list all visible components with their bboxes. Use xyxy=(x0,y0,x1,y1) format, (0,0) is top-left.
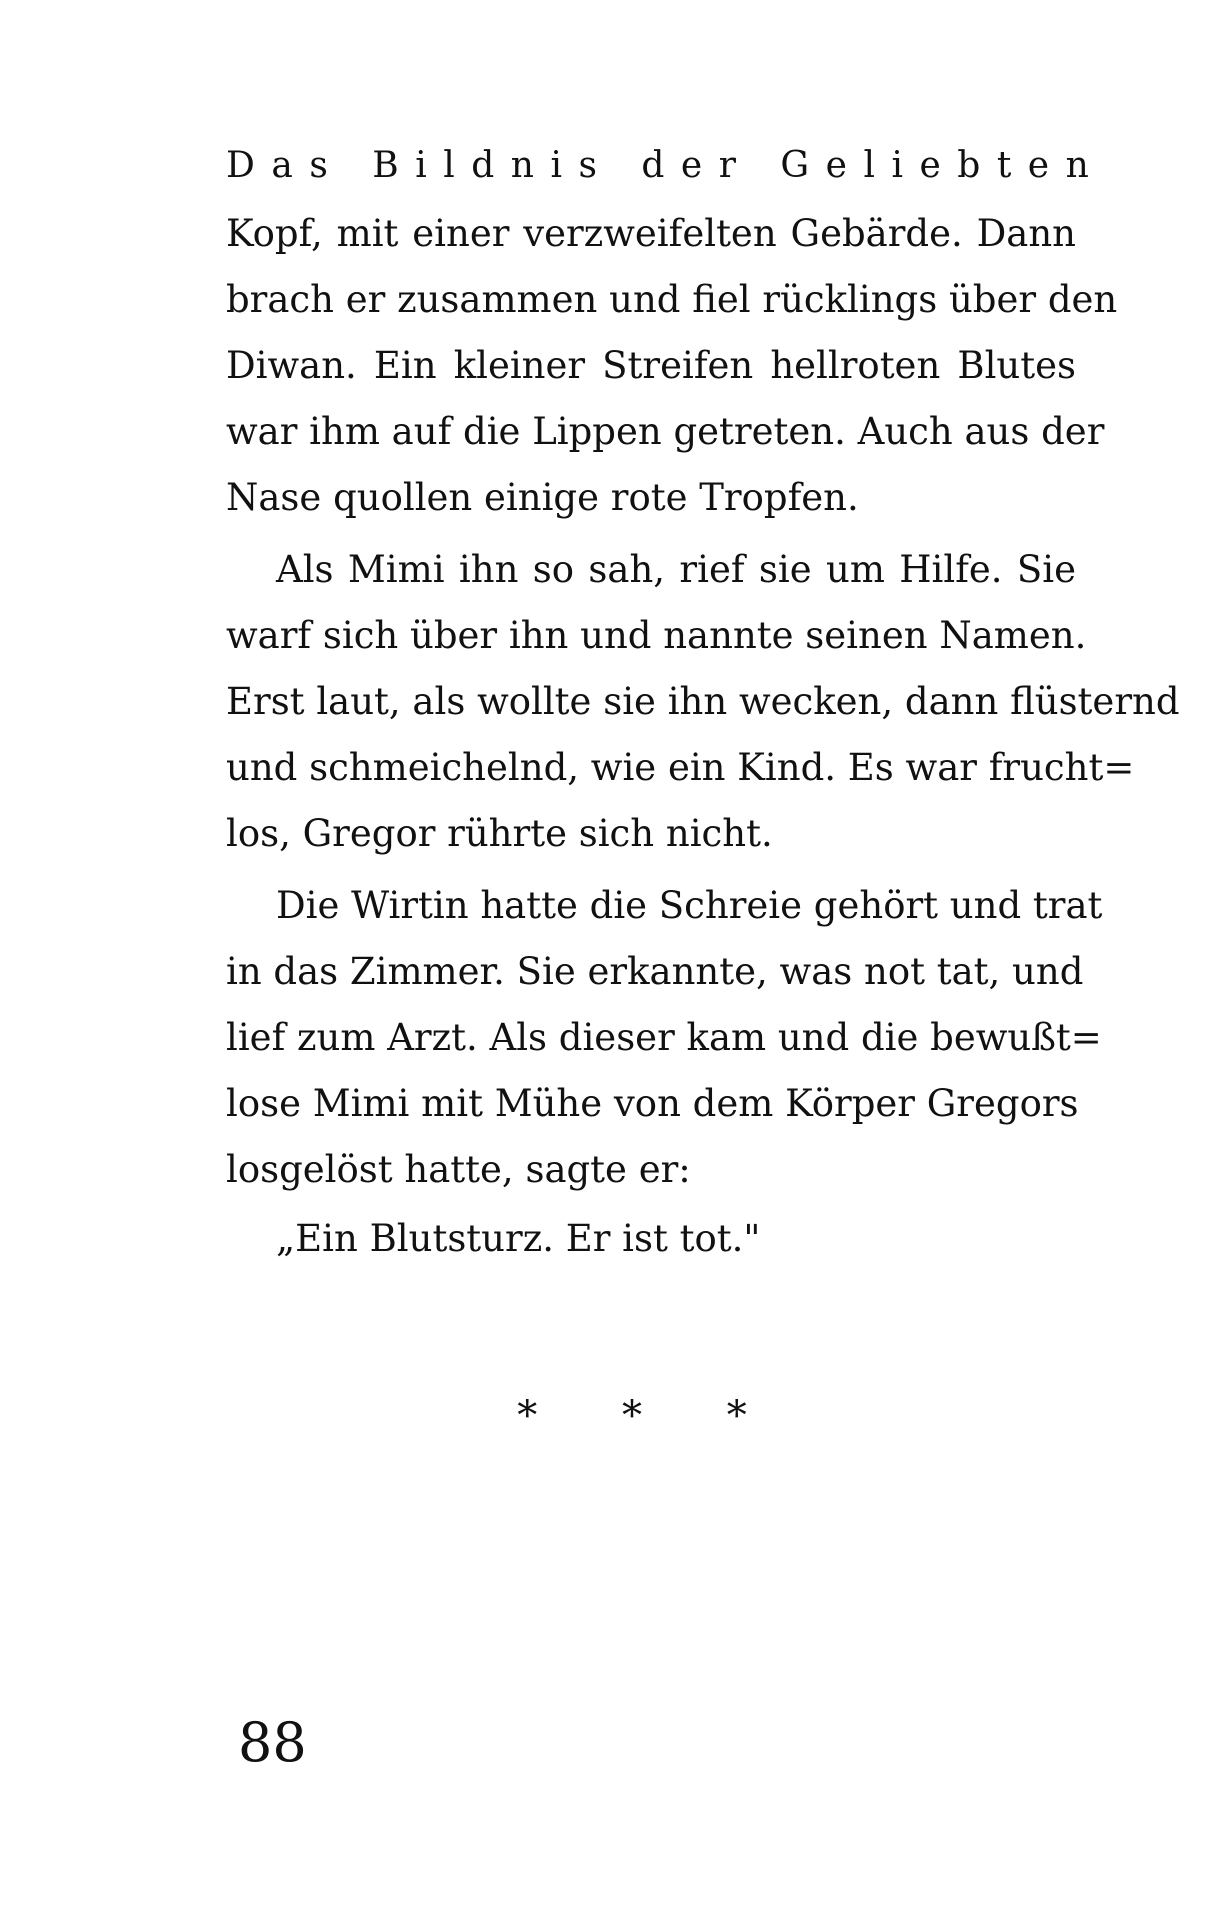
text-line: los, Gregor rührte sich nicht. xyxy=(226,812,773,855)
text-line: Als Mimi ihn so sah, rief sie um Hilfe. Sie xyxy=(276,548,1076,591)
running-title: Das Bildnis der Geliebten xyxy=(226,145,1106,186)
text-line: brach er zusammen und fiel rücklings über den xyxy=(226,278,1118,321)
text-line: lief zum Arzt. Als dieser kam und die bewußt= xyxy=(226,1016,1102,1059)
text-line: war ihm auf die Lippen getreten. Auch aus der xyxy=(226,410,1105,453)
text-line: Diwan. Ein kleiner Streifen hellroten Blutes xyxy=(226,344,1076,387)
text-line: Erst laut, als wollte sie ihn wecken, dann flüsternd xyxy=(226,680,1180,723)
text-line: und schmeichelnd, wie ein Kind. Es war frucht= xyxy=(226,746,1135,789)
text-line: losgelöst hatte, sagte er: xyxy=(226,1148,691,1191)
text-line: lose Mimi mit Mühe von dem Körper Gregors xyxy=(226,1082,1079,1125)
text-line: Nase quollen einige rote Tropfen. xyxy=(226,476,859,519)
page-number: 88 xyxy=(238,1711,307,1774)
text-line: „Ein Blutsturz. Er ist tot." xyxy=(276,1217,761,1260)
text-line: Kopf, mit einer verzweifelten Gebärde. Dann xyxy=(226,212,1076,255)
text-line: warf sich über ihn und nannte seinen Namen. xyxy=(226,614,1087,657)
text-line: in das Zimmer. Sie erkannte, was not tat, und xyxy=(226,950,1084,993)
text-line: Die Wirtin hatte die Schreie gehört und trat xyxy=(276,884,1103,927)
section-break: * * * xyxy=(517,1393,783,1439)
